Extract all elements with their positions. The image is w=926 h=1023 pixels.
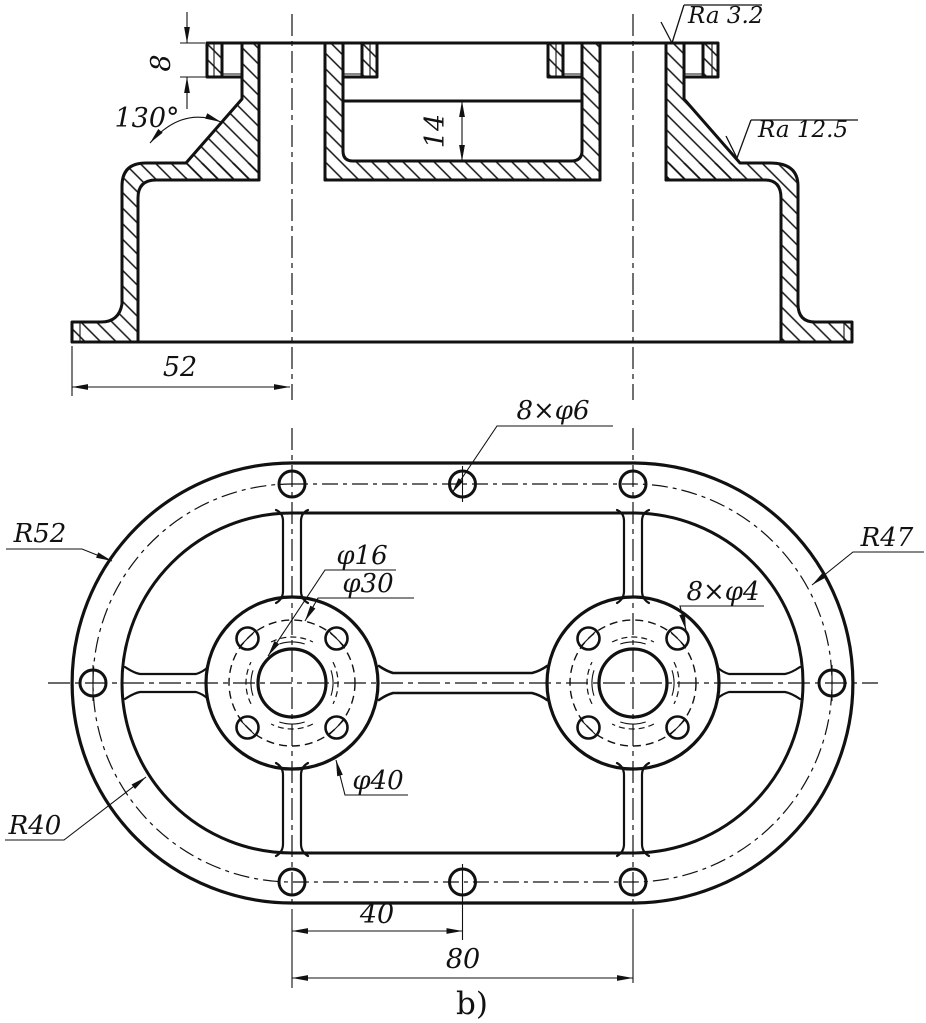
label-phi30: φ30 [342,569,394,599]
dim-flange-thickness-text: 8 [146,54,177,72]
dim-40-text: 40 [359,899,395,930]
hatch-mid-strip [353,161,571,180]
dim-depth-text: 14 [420,113,451,149]
label-r40: R40 [8,811,62,841]
section-outline [72,43,852,342]
section-hatching [72,43,852,342]
right-hub-rib-down [617,763,624,856]
left-hub-rib-left [125,667,208,674]
leader-r52 [6,549,112,561]
section-thin-lines [80,43,844,342]
label-phi16: φ16 [336,541,388,571]
hatch-left-body [72,163,259,342]
plan-view [5,396,924,1022]
section-view [72,3,858,400]
surface-finish-top-text: Ra 3.2 [688,3,764,29]
label-phi40: φ40 [352,766,404,796]
label-r47: R47 [860,523,914,553]
left-hub-rib-down [276,763,283,856]
view-caption: b) [456,986,488,1022]
dim-foot-offset-text: 52 [162,352,198,383]
right-hub-rib-up [617,510,624,603]
dim-80-text: 80 [445,944,481,975]
hub-connector-rib [379,666,547,673]
leader-hub-holes [680,606,764,630]
dim-angle-text: 130° [114,103,180,134]
surface-finish-cone-text: Ra 12.5 [758,117,849,143]
hatch-right-body [666,163,852,342]
label-hub-holes: 8×φ4 [686,577,760,607]
label-bolt-holes: 8×φ6 [516,396,590,426]
label-r52: R52 [13,519,67,549]
leaders [5,426,924,840]
left-hub-rib-up [276,510,283,603]
hatch-right-lip [703,43,718,77]
right-hub-rib-right [717,667,800,674]
